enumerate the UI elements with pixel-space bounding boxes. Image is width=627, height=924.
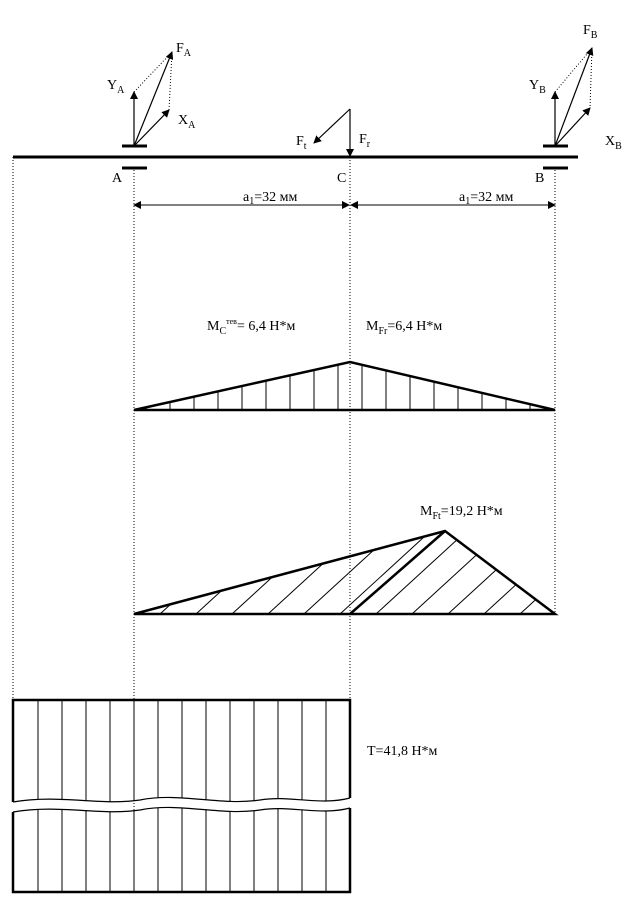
ya-label: $Y_A$ xyxy=(107,78,125,96)
horizontal-moment-diagram xyxy=(134,504,627,614)
point-c xyxy=(296,109,371,186)
horizontal-moment-hatch-line xyxy=(592,504,627,614)
vertical-moment-right-label: $M_{Fr}=6,4$ Н*м xyxy=(366,319,443,337)
horizontal-moment-hatching xyxy=(160,504,627,614)
horizontal-moment-hatch-line xyxy=(556,504,627,614)
xa-arrow xyxy=(134,110,169,146)
torque-diagram xyxy=(13,700,438,892)
vertical-moment-left-label: $M_C^{тев}= 6,4$ Н*м xyxy=(207,317,296,337)
horizontal-moment-hatch-line xyxy=(304,504,424,614)
fb-label: $F_B$ xyxy=(583,23,598,41)
projection-lines xyxy=(13,157,555,892)
support-b-label: B xyxy=(535,171,545,186)
horizontal-moment-hatch-line xyxy=(232,504,352,614)
horizontal-moment-outline xyxy=(134,531,555,614)
yb-label: $Y_B$ xyxy=(529,78,546,96)
horizontal-moment-hatch-line xyxy=(196,504,316,614)
torque-hatching-upper xyxy=(38,700,326,812)
horizontal-moment-hatch-line xyxy=(340,504,460,614)
support-a-label: A xyxy=(112,171,123,186)
ft-label: $F_t$ xyxy=(296,134,307,152)
horizontal-moment-hatch-line xyxy=(448,504,568,614)
vertical-moment-outline xyxy=(134,362,555,410)
fa-parallelogram-top xyxy=(134,52,172,92)
fr-label: $F_r$ xyxy=(359,132,371,150)
horizontal-moment-hatch-line xyxy=(412,504,532,614)
fb-parallelogram-side xyxy=(590,48,592,108)
dimension-line xyxy=(134,190,555,207)
xb-arrow xyxy=(555,108,590,146)
horizontal-moment-label: $M_{Ft}=19,2$ Н*м xyxy=(420,504,503,522)
support-b xyxy=(529,23,622,186)
horizontal-moment-hatch-line xyxy=(484,504,604,614)
vertical-moment-diagram xyxy=(134,317,555,410)
torque-break-line-upper xyxy=(13,797,350,802)
torque-hatching-lower xyxy=(38,798,326,892)
fa-parallelogram-side xyxy=(169,52,172,110)
torque-label: T=41,8 Н*м xyxy=(367,744,438,759)
point-c-label: C xyxy=(337,171,347,186)
dimension-right-label: a1=32 мм xyxy=(459,190,514,207)
fb-parallelogram-top xyxy=(555,48,592,92)
fa-arrow xyxy=(134,52,172,146)
fb-arrow xyxy=(555,48,592,146)
support-a xyxy=(107,41,196,186)
horizontal-moment-hatch-line xyxy=(160,504,280,614)
fa-label: $F_A$ xyxy=(176,41,192,59)
ft-arrow xyxy=(314,109,350,143)
horizontal-moment-hatch-line xyxy=(520,504,627,614)
xb-label: $X_B$ xyxy=(605,134,622,152)
xa-label: $X_A$ xyxy=(178,113,196,131)
dimension-left-label: a1=32 мм xyxy=(243,190,298,207)
